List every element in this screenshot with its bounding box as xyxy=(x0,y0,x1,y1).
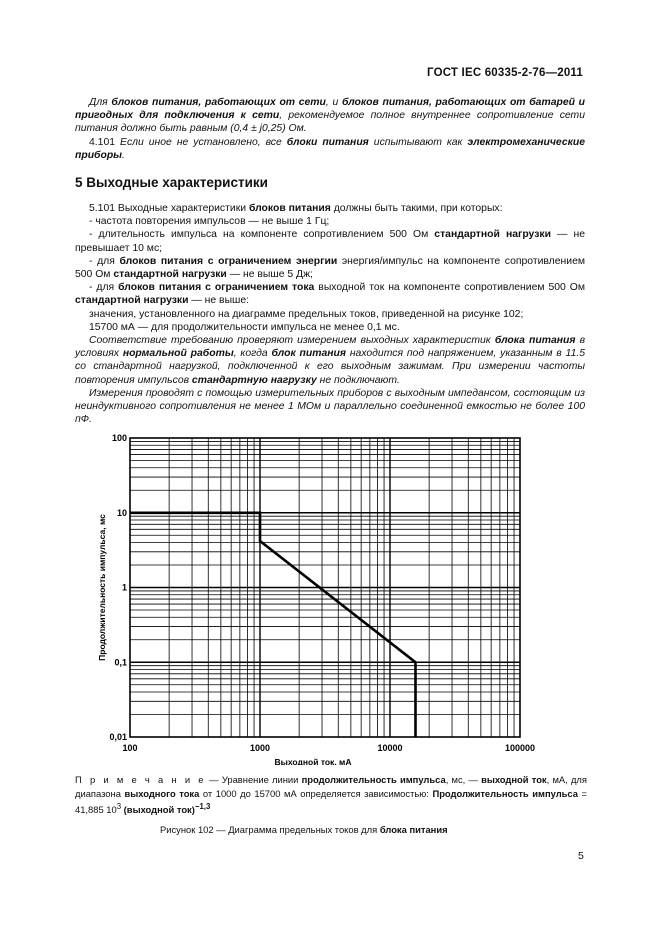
measurement-method: Измерения проводят с помощью измерительных приборов с выходным импедансом, состоящим из неиндуктивного сопротивления не менее 1 МОм и параллельно соединенной емкостью не более 100 пФ. xyxy=(75,387,585,426)
clause-line: 5.101 Выходные характеристики блоков питания должны быть такими, при которых: xyxy=(89,203,503,214)
x-tick-label: 100 xyxy=(122,743,138,753)
clause-line: - длительность импульса на компоненте сопротивлением 500 Ом стандартной нагрузки — не превышает 10 мс; xyxy=(75,229,586,254)
clause-line: 15700 мА — для продолжительности импульса не менее 0,1 мс. xyxy=(89,321,400,333)
y-tick-label: 0,01 xyxy=(109,732,127,742)
y-tick-label: 0,1 xyxy=(114,657,127,668)
y-tick-label: 10 xyxy=(116,507,127,518)
x-tick-label: 10000 xyxy=(377,743,403,753)
chart-svg xyxy=(95,425,535,765)
clause-line: значения, установленного на диаграмме предельных токов, приведенной на рисунке 102; xyxy=(89,308,524,320)
intro-paragraph: Для блоков питания, работающих от сети, и блоков питания, работающих от батарей и пригодных для подключения к сети, рекомендуемое полное внутреннее сопротивление сети питания должно быть равным (0,4 ± j0,25) Ом. xyxy=(75,97,585,135)
limit-curve xyxy=(130,513,416,737)
section-title: 5 Выходные характеристики xyxy=(75,175,268,190)
x-axis-label: Выходной ток, мА xyxy=(274,757,352,765)
compliance-check: Соответствие требованию проверяют измерением выходных характеристик блока питания в условиях нормальной работы, когда блок питания находится под напряжением, указанным в 11.5 со стандартной нагрузкой, подключенной к его выходным зажимам. При измерении частоты повторения импульсов стандартную нагрузку не подключают. xyxy=(75,335,586,386)
x-tick-label: 1000 xyxy=(249,743,271,753)
current-limit-chart xyxy=(95,425,535,770)
clause-line: - частота повторения импульсов — не выше 1 Гц; xyxy=(89,216,330,228)
page-number: 5 xyxy=(578,850,584,862)
document-header: ГОСТ IEC 60335-2-76—2011 xyxy=(427,67,583,79)
figure-caption: Рисунок 102 — Диаграмма предельных токов для блока питания xyxy=(160,824,448,835)
clause-line: - для блоков питания с ограничением тока выходной ток на компоненте сопротивлением 500 Ом стандартной нагрузки — не выше: xyxy=(75,282,585,307)
y-tick-label: 100 xyxy=(111,433,127,443)
clause-5-101 xyxy=(75,202,585,426)
clause-4-101: 4.101 Если иное не установлено, все блоки питания испытывают как электромеханические приборы. xyxy=(75,137,585,162)
y-axis-label: Продолжительность импульса, мс xyxy=(97,514,107,661)
y-tick-label: 1 xyxy=(121,582,127,593)
clause-line: - для блоков питания с ограничением энергии энергия/импульс на компоненте сопротивлением 500 Ом стандартной нагрузки — не выше 5 Дж; xyxy=(75,255,585,281)
figure-note: П р и м е ч а н и е — Уравнение линии продолжительность импульса, мс, — выходной ток, мА, для диапазона выходного тока от 1000 до 15700 мА определяется зависимостью: Продолжительность импульса = 41,885 $10^3$ (выходной ток)$^{-1,3}$ xyxy=(75,774,587,816)
x-tick-label: 100000 xyxy=(504,743,535,753)
